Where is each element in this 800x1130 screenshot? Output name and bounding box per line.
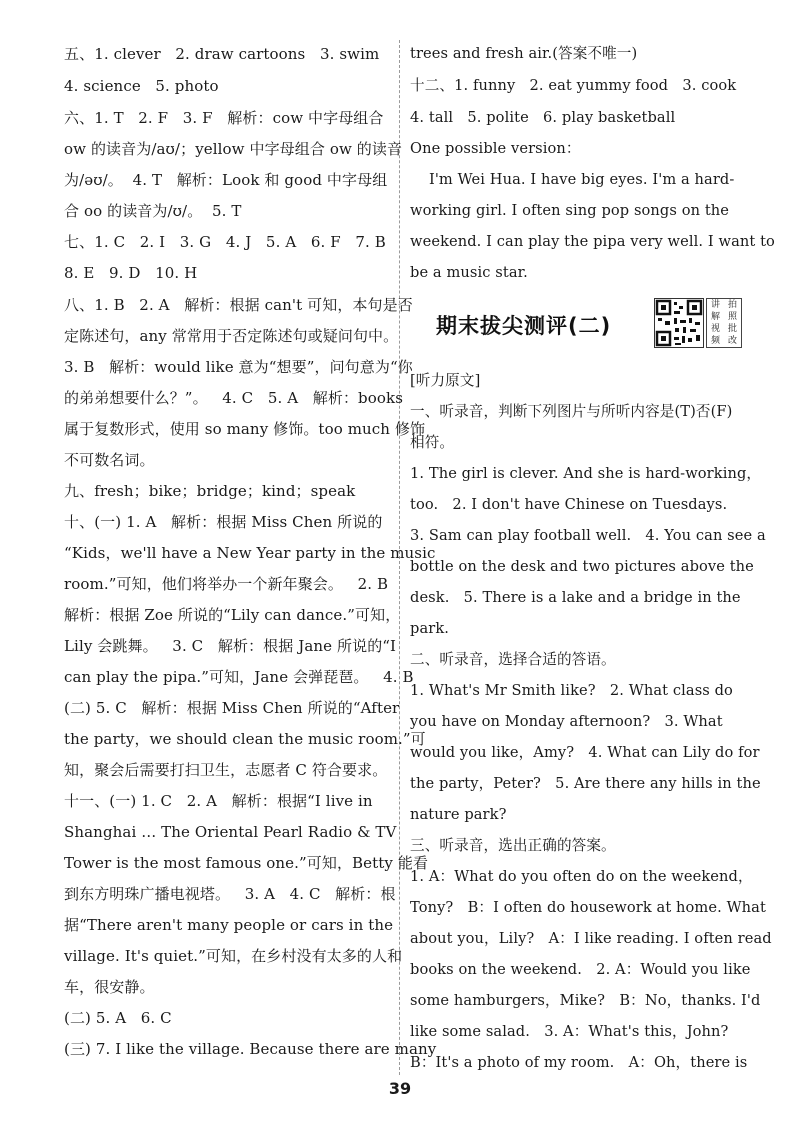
qr-caption-char: 视	[710, 324, 720, 334]
text-line: can play the pipa.”可知，Jane 会弹琵琶。 4. B	[64, 668, 414, 686]
text-line: 4. science 5. photo	[64, 77, 219, 95]
text-line: (二) 5. C 解析：根据 Miss Chen 所说的“After	[64, 699, 400, 717]
qr-caption-char: 解	[710, 312, 720, 322]
text-line: 8. E 9. D 10. H	[64, 264, 198, 282]
qr-code-icon[interactable]	[654, 298, 704, 348]
text-line: ow 的读音为/aʊ/；yellow 中字母组合 ow 的读音	[64, 140, 403, 158]
text-line: would you like，Amy? 4. What can Lily do for	[410, 744, 760, 761]
text-line: (三) 7. I like the village. Because there are many	[64, 1040, 437, 1058]
text-line: you have on Monday afternoon? 3. What	[410, 713, 723, 730]
qr-caption-char: 照	[727, 312, 737, 322]
text-line: 1. The girl is clever. And she is hard-working，	[410, 465, 762, 482]
text-line: 4. tall 5. polite 6. play basketball	[410, 109, 676, 126]
text-line: working girl. I often sing pop songs on the	[410, 202, 730, 219]
text-line: 五、1. clever 2. draw cartoons 3. swim	[64, 45, 380, 63]
text-line: One possible version：	[410, 140, 581, 157]
text-line: 三、听录音，选出正确的答案。	[410, 837, 616, 854]
text-line: trees and fresh air.(答案不唯一)	[410, 45, 638, 62]
qr-caption-char: 改	[727, 336, 737, 346]
text-line: 定陈述句，any 常常用于否定陈述句或疑问句中。	[64, 327, 399, 345]
text-line: village. It's quiet.”可知，在乡村没有太多的人和	[64, 947, 403, 965]
text-line: the party，Peter? 5. Are there any hills in the	[410, 775, 761, 792]
section-heading: 期末拔尖测评(二)	[436, 314, 612, 338]
text-line: like some salad. 3. A：What's this，John?	[410, 1023, 729, 1040]
text-line: weekend. I can play the pipa very well. I want to	[410, 233, 775, 250]
text-line: bottle on the desk and two pictures above the	[410, 558, 754, 575]
qr-caption-char: 讲	[710, 300, 720, 310]
text-line: 十一、(一) 1. C 2. A 解析：根据“I live in	[64, 792, 373, 810]
text-line: too. 2. I don't have Chinese on Tuesdays.	[410, 496, 728, 513]
text-line: 属于复数形式，使用 so many 修饰。too much 修饰	[64, 420, 426, 438]
text-line: 1. A：What do you often do on the weekend，	[410, 868, 753, 885]
text-line: desk. 5. There is a lake and a bridge in the	[410, 589, 741, 606]
text-line: 十、(一) 1. A 解析：根据 Miss Chen 所说的	[64, 513, 383, 531]
text-line: the party，we should clean the music room.”可	[64, 730, 426, 748]
text-line: 的弟弟想要什么？”。 4. C 5. A 解析：books	[64, 389, 404, 407]
text-line: Lily 会跳舞。 3. C 解析：根据 Jane 所说的“I	[64, 637, 397, 655]
qr-caption-char: 频	[710, 336, 720, 346]
text-line: room.”可知，他们将举办一个新年聚会。 2. B	[64, 575, 389, 593]
text-line: Tower is the most famous one.”可知，Betty 能看	[64, 854, 429, 872]
text-line: books on the weekend. 2. A：Would you like	[410, 961, 751, 978]
text-line: 合 oo 的读音为/ʊ/。 5. T	[64, 202, 242, 220]
text-line: I'm Wei Hua. I have big eyes. I'm a hard-	[410, 171, 735, 188]
text-line: 六、1. T 2. F 3. F 解析：cow 中字母组合	[64, 109, 384, 127]
text-line: (二) 5. A 6. C	[64, 1009, 172, 1027]
text-line: about you，Lily? A：I like reading. I often read	[410, 930, 772, 947]
text-line: 3. B 解析：would like 意为“想要”，问句意为“你	[64, 358, 413, 376]
qr-caption-char: 拍	[727, 300, 737, 310]
section-heading-wrap	[436, 310, 611, 336]
text-line: Tony? B：I often do housework at home. What	[410, 899, 766, 916]
qr-caption-char: 批	[727, 324, 737, 334]
text-line: 1. What's Mr Smith like? 2. What class do	[410, 682, 733, 699]
text-line: 七、1. C 2. I 3. G 4. J 5. A 6. F 7. B	[64, 233, 386, 251]
text-line: park.	[410, 620, 450, 637]
text-line: be a music star.	[410, 264, 528, 281]
page-number: 39	[388, 1079, 412, 1098]
text-line: 知，聚会后需要打扫卫生，志愿者 C 符合要求。	[64, 761, 388, 779]
text-line: 到东方明珠广播电视塔。 3. A 4. C 解析：根	[64, 885, 396, 903]
text-line: [听力原文]	[410, 372, 481, 389]
text-line: 不可数名词。	[64, 451, 155, 469]
text-line: 八、1. B 2. A 解析：根据 can't 可知，本句是否	[64, 296, 413, 314]
text-line: 十二、1. funny 2. eat yummy food 3. cook	[410, 77, 737, 94]
text-line: B：It's a photo of my room. A：Oh，there is	[410, 1054, 748, 1071]
text-line: 车，很安静。	[64, 978, 155, 996]
qr-caption	[706, 298, 742, 348]
text-line: 3. Sam can play football well. 4. You can see a	[410, 527, 766, 544]
text-line: 解析：根据 Zoe 所说的“Lily can dance.”可知，	[64, 606, 401, 624]
text-line: 据“There aren't many people or cars in the	[64, 916, 394, 934]
text-line: nature park?	[410, 806, 507, 823]
text-line: “Kids，we'll have a New Year party in the music	[64, 544, 436, 562]
text-line: 九、fresh；bike；bridge；kind；speak	[64, 482, 356, 500]
text-line: some hamburgers，Mike? B：No，thanks. I'd	[410, 992, 761, 1009]
text-line: 为/əʊ/。 4. T 解析：Look 和 good 中字母组	[64, 171, 388, 189]
text-line: 相符。	[410, 434, 455, 451]
text-line: Shanghai … The Oriental Pearl Radio & TV	[64, 823, 397, 841]
text-line: 一、听录音，判断下列图片与所听内容是(T)否(F)	[410, 403, 733, 420]
text-line: 二、听录音，选择合适的答语。	[410, 651, 616, 668]
